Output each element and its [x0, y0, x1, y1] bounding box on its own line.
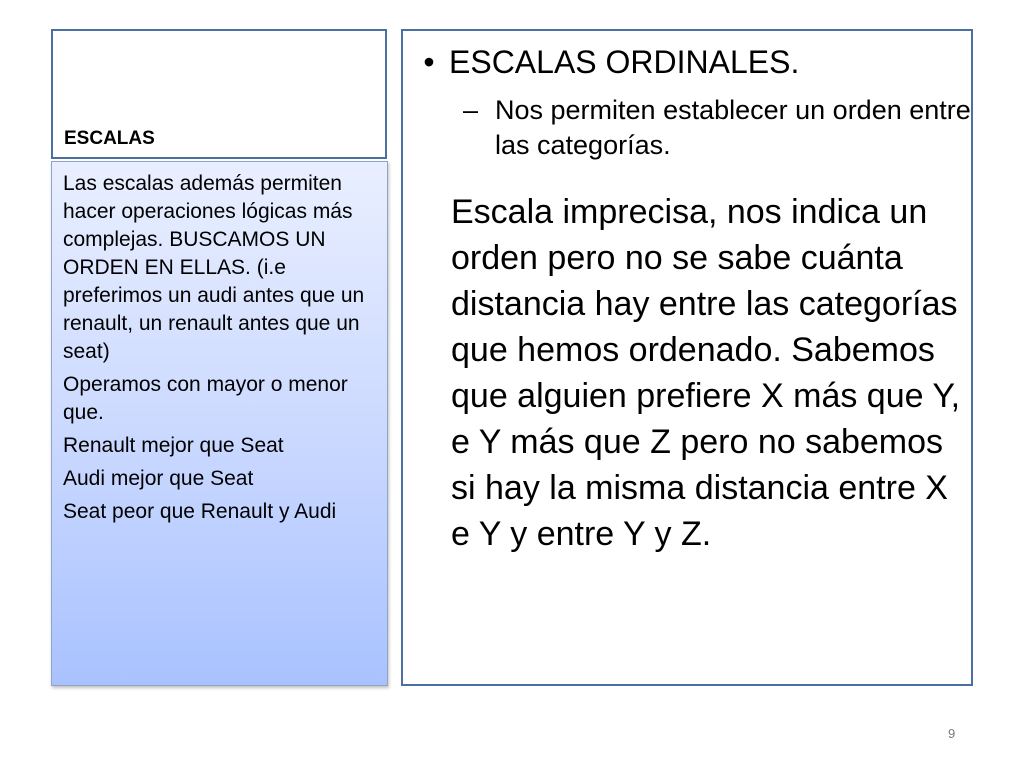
left-paragraph-4: Audi mejor que Seat — [63, 467, 254, 490]
sub-bullet-text: Nos permiten establecer un orden entre las categorías. — [495, 95, 971, 160]
slide-title: ESCALAS — [64, 128, 155, 149]
left-paragraph-5: Seat peor que Renault y Audi — [63, 500, 337, 523]
title-box — [51, 29, 387, 159]
bullet-text: ESCALAS ORDINALES. — [449, 44, 800, 80]
bullet-level-2 — [463, 93, 985, 163]
bullet-dash-icon: – — [463, 95, 479, 125]
right-content-box — [401, 29, 973, 686]
left-content-box — [51, 161, 388, 686]
body-paragraph: Escala imprecisa, nos indica un orden pero no se sabe cuánta distancia hay entre las categorías que hemos ordenado. Sabemos que alguien prefiere X más que Y, e Y más que Z pero no sabemos si hay la misma distancia entre X e Y y entre Y y Z. — [451, 193, 961, 553]
page-number: 9 — [948, 726, 956, 741]
bullet-level-1 — [409, 43, 799, 81]
left-paragraph-3: Renault mejor que Seat — [63, 434, 284, 457]
bullet-dot-icon: • — [423, 44, 435, 80]
left-paragraph-2: Operamos con mayor o menor que. — [63, 373, 348, 424]
left-paragraph-1: Las escalas además permiten hacer operaciones lógicas más complejas. BUSCAMOS UN ORDEN EN ELLAS. (i.e preferimos un audi antes que un renault, un renault antes que un seat) — [63, 172, 365, 363]
